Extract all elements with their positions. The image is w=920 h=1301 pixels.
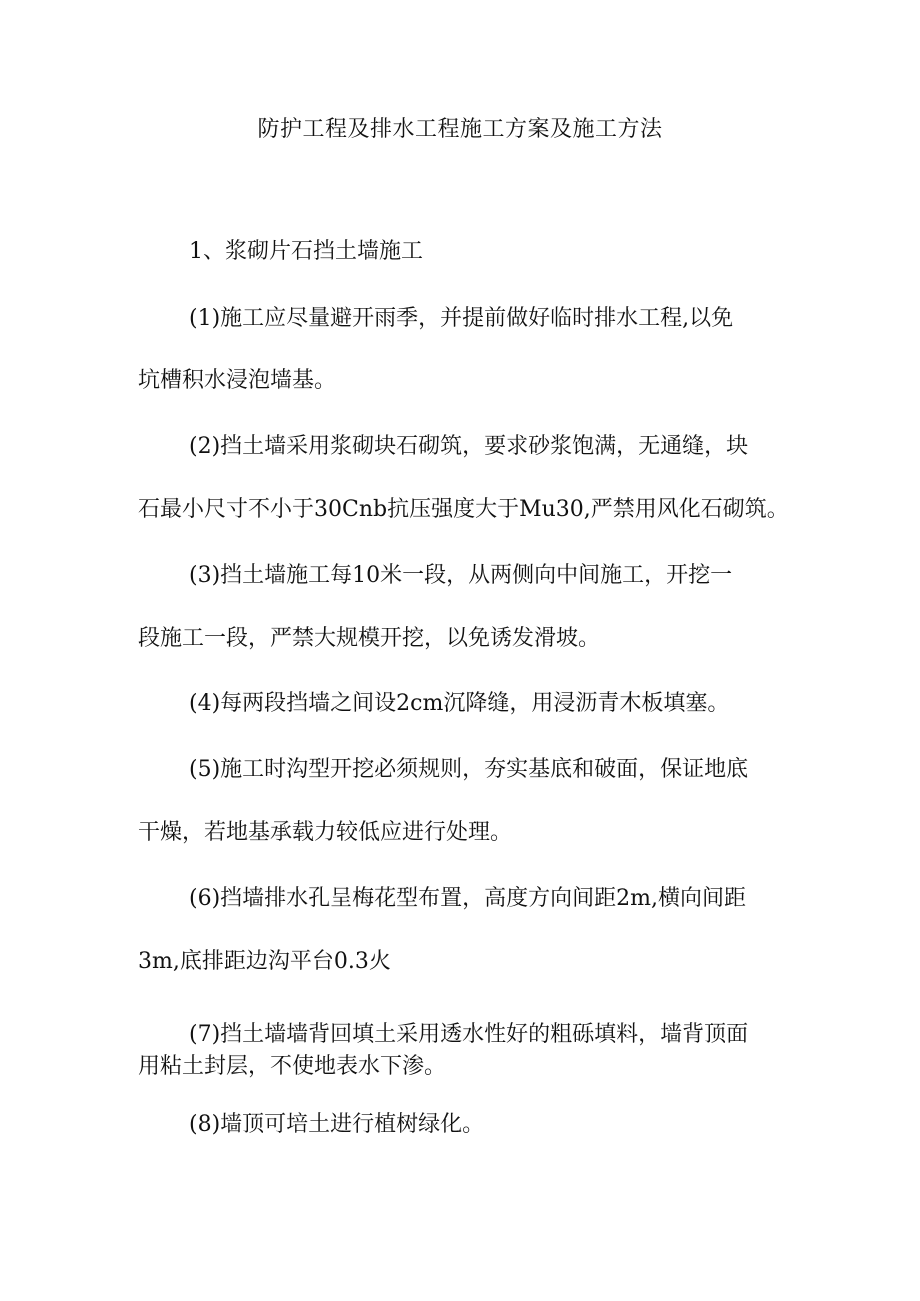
paragraph-line: 3m,底排距边沟平台0.3火 xyxy=(138,949,391,974)
paragraph-line: (2)挡土墙采用浆砌块石砌筑，要求砂浆饱满，无通缝，块 xyxy=(189,434,749,459)
paragraph-line: (5)施工时沟型开挖必须规则，夯实基底和破面，保证地底 xyxy=(189,757,749,782)
paragraph-line: 段施工一段，严禁大规模开挖，以免诱发滑坡。 xyxy=(138,626,601,651)
paragraph-line: 干燥，若地基承载力较低应进行处理。 xyxy=(138,820,513,845)
paragraph-line: 石最小尺寸不小于30Cnb抗压强度大于Mu30,严禁用风化石砌筑。 xyxy=(138,497,789,522)
paragraph-line: (3)挡土墙施工每10米一段，从两侧向中间施工，开挖一 xyxy=(189,563,733,588)
paragraph-line: (8)墙顶可培土进行植树绿化。 xyxy=(189,1112,485,1137)
paragraph-line: 用粘土封层，不使地表水下渗。 xyxy=(138,1054,447,1079)
section-heading: 1、浆砌片石挡土墙施工 xyxy=(189,239,423,264)
paragraph-line: (7)挡土墙墙背回填土采用透水性好的粗砾填料，墙背顶面 xyxy=(189,1022,749,1047)
paragraph-line: (1)施工应尽量避开雨季，并提前做好临时排水工程,以免 xyxy=(189,306,734,331)
paragraph-line: (4)每两段挡墙之间设2cm沉降缝，用浸沥青木板填塞。 xyxy=(189,691,730,716)
paragraph-line: 坑槽积水浸泡墙基。 xyxy=(138,368,337,393)
document-title: 防护工程及排水工程施工方案及施工方法 xyxy=(257,117,663,142)
paragraph-line: (6)挡墙排水孔呈梅花型布置，高度方向间距2m,横向间距 xyxy=(189,886,747,911)
